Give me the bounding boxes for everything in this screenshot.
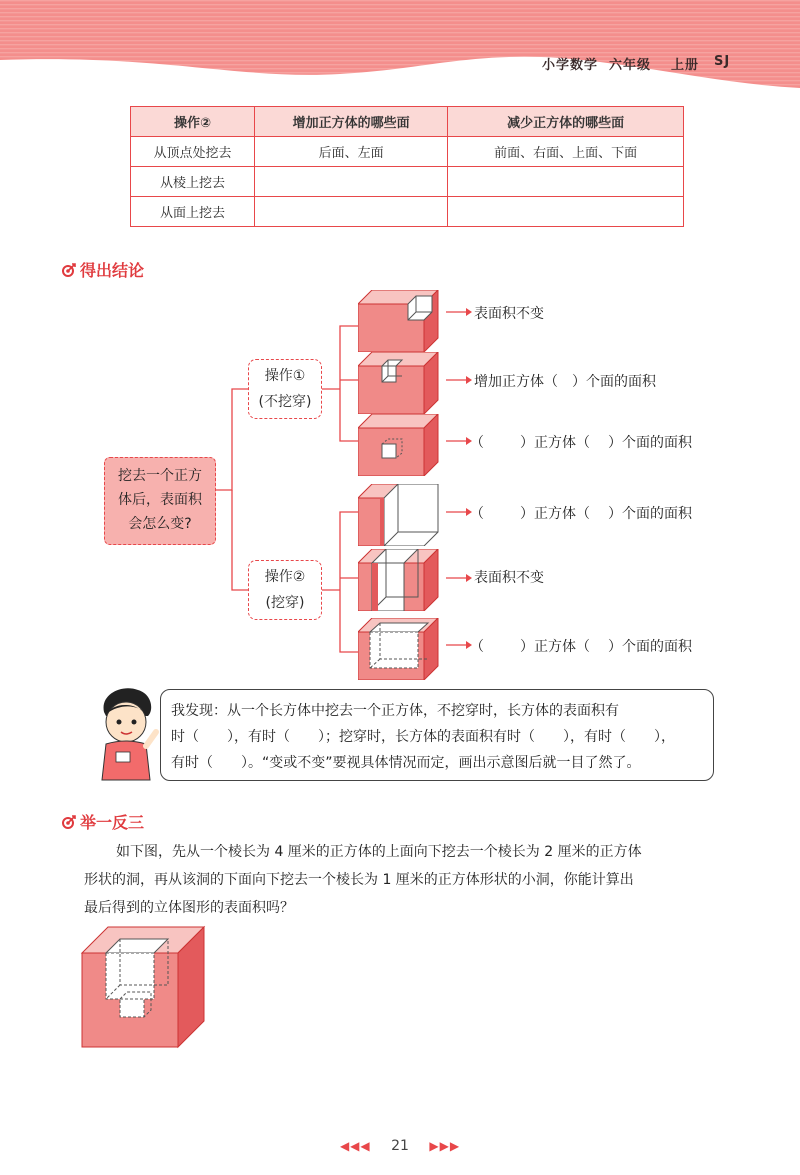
target-icon [62,815,76,829]
page-footer [0,1138,800,1154]
discovery-line: 我发现：从一个长方体中挖去一个正方体，不挖穿时，长方体的表面积有 [171,703,619,719]
right-arrows-icon: ▶▶▶ [429,1139,461,1153]
table-header-cell: 减少正方体的哪些面 [448,107,684,137]
result-4-part: （ [470,506,484,522]
table-cell: 后面、左面 [255,137,448,167]
result-2 [474,371,656,391]
cube-through-face-figure [358,618,440,680]
boy-character-illustration [92,684,162,784]
result-3-part: ）个面的面积 [608,435,692,451]
operation1-sublabel: (不挖穿) [258,394,312,410]
section-title-text: 举一反三 [80,813,145,832]
paragraph-line: 最后得到的立体图形的表面积吗？ [84,900,294,916]
table-cell: 前面、右面、上面、下面 [448,137,684,167]
operation2-box [248,560,322,620]
paragraph-line: 形状的洞，再从该洞的下面向下挖去一个棱长为 1 厘米的正方体形状的小洞，你能计算出 [84,872,634,888]
table-header-cell: 操作② [131,107,255,137]
header-edition: SJ [714,54,731,69]
discovery-line: 有时（ ）。“变或不变”要视具体情况而定，画出示意图后就一目了然了。 [171,755,641,771]
result-6-part: ）个面的面积 [608,639,692,655]
cube-face-cut-figure [358,414,440,476]
operation1-box [248,359,322,419]
result-3-part: ）正方体（ [520,435,590,451]
table-cell: 从面上挖去 [131,197,255,227]
result-6-part: （ [470,639,484,655]
operation2-label: 操作② [264,569,306,585]
question-line: 会怎么变? [128,516,192,532]
result-3-part: （ [470,435,484,451]
cube-corner-cut-figure [358,290,440,352]
cube-edge-cut-figure [358,352,440,414]
discovery-bubble [160,689,714,781]
result-1: 表面积不变 [474,306,544,322]
result-2-part: 增加正方体（ [474,374,558,390]
section-title-practice [62,810,144,833]
question-line: 挖去一个正方 [118,468,202,484]
result-5: 表面积不变 [474,570,544,586]
table-cell: 从棱上挖去 [131,167,255,197]
table-cell: 从顶点处挖去 [131,137,255,167]
section-title-text: 得出结论 [80,261,145,280]
question-box [104,457,216,545]
result-2-part: ）个面的面积 [572,374,656,390]
operation1-label: 操作① [264,368,306,384]
result-4-part: ）正方体（ [520,506,590,522]
table-header-cell: 增加正方体的哪些面 [255,107,448,137]
cube-through-corner-figure [358,484,440,546]
question-line: 体后，表面积 [118,492,202,508]
result-4-part: ）个面的面积 [608,506,692,522]
discovery-line: 时（ ），有时（ ）；挖穿时，长方体的表面积有时（ ），有时（ ）， [171,729,675,745]
result-6 [470,636,692,656]
header-subject: 小学数学 [542,58,599,73]
page-number: 21 [391,1138,409,1154]
result-4 [470,503,692,523]
left-arrows-icon: ◀◀◀ [339,1139,371,1153]
header-grade: 六年级 [609,58,652,73]
practice-cube-figure [80,925,206,1049]
paragraph-line: 如下图，先从一个棱长为 4 厘米的正方体的上面向下挖去一个棱长为 2 厘米的正方体 [116,844,642,860]
result-3 [470,432,692,452]
header-volume: 上册 [671,58,700,73]
practice-paragraph [84,838,744,922]
result-6-part: ）正方体（ [520,639,590,655]
operation2-sublabel: (挖穿) [265,595,305,611]
cube-through-edge-figure [358,549,440,611]
